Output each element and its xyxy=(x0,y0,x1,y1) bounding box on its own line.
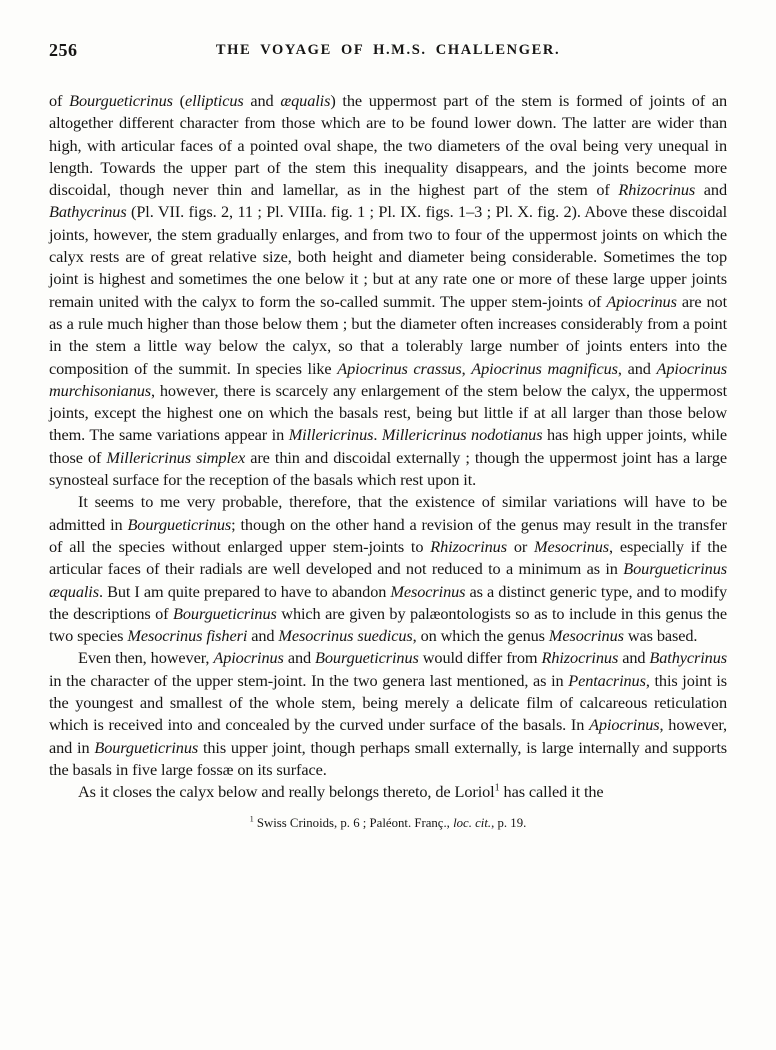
text-segment: , however, there is scarcely any enlargement of the stem below the calyx, the uppermost joints, except the highest one on which the basals rest, being but little if at all larger than those below them. The same variations appear in xyxy=(49,380,727,445)
text-segment: as a distinct generic type, and to modify the descriptions of xyxy=(49,581,727,623)
text-segment: Millericrinus simplex xyxy=(106,447,246,467)
text-segment: 1 xyxy=(249,814,254,824)
text-segment: Mesocrinus xyxy=(534,536,610,556)
text-segment: , this joint is the youngest and smallest of the whole stem, being merely a delicate film of calcareous reticulation which is received into and concealed by the curved under surface of the basals. In xyxy=(49,670,727,735)
text-segment: Apiocrinus magnificus xyxy=(471,358,618,378)
text-segment: Rhizocrinus xyxy=(618,180,696,200)
text-segment: and xyxy=(695,180,727,200)
paragraph xyxy=(49,647,727,781)
running-head xyxy=(49,40,727,64)
text-segment: which are given by palæontologists so as to include in this genus the two species xyxy=(49,603,727,646)
text-segment: (Pl. VII. figs. 2, 11 ; Pl. VIIIa. fig. 1 ; Pl. IX. figs. 1–3 ; Pl. X. fig. 2). Above these discoidal joints, however, the stem gradually enlarges, and from two to four of the uppermost joints on which the calyx rests are of great relative size, both height and diameter being considerable. Sometimes the top joint is highest and sometimes the one below it ; but at any rate one or more of these large upper joints remain united with the calyx to form the so-called summit. The upper stem-joints of xyxy=(49,202,727,311)
text-segment: . xyxy=(373,425,382,445)
text-segment: has called it the xyxy=(499,782,604,802)
text-segment: and xyxy=(247,626,279,646)
text-segment: ; though on the other hand a revision of the genus may result in the transfer of all the species without enlarged upper stem-joints to xyxy=(49,514,727,556)
text-segment: Bourgueticrinus xyxy=(315,648,419,668)
text-segment: loc. cit. xyxy=(453,815,492,830)
paragraph xyxy=(49,781,727,803)
text-segment: Millericrinus xyxy=(288,425,374,445)
text-segment: æqualis xyxy=(280,91,331,110)
text-segment: Bourgueticrinus xyxy=(173,603,277,623)
text-segment: of xyxy=(49,91,70,110)
text-segment: Rhizocrinus xyxy=(430,536,507,556)
text-segment: Bourgueticrinus xyxy=(127,514,232,534)
text-segment: Bourgueticrinus xyxy=(94,737,199,757)
text-segment: , and xyxy=(617,358,657,378)
paragraph xyxy=(49,90,727,491)
text-segment: or xyxy=(506,536,535,556)
text-segment: and xyxy=(243,91,281,110)
text-segment: in the character of the upper stem-joint. In the two genera last mentioned, as in xyxy=(49,670,569,690)
text-segment: 1 xyxy=(494,782,500,794)
text-segment: , p. 19. xyxy=(491,815,527,830)
text-segment: ) the uppermost part of the stem is formed of joints of an altogether different character from those which are to be found lower down. The latter are wider than high, with articular faces of a pointed oval shape, the two diameters of the oval being very unequal in length. Towards the upper part of the stem this inequality disappears, and the joints become more discoidal, though never thin and lamellar, as in the highest part of the stem of xyxy=(49,91,727,200)
text-segment: and xyxy=(283,648,316,668)
text-segment: Bourgueticrinus æqualis xyxy=(49,559,727,601)
footnote xyxy=(49,815,727,831)
text-segment: , xyxy=(461,358,472,378)
text-segment: Apiocrinus crassus xyxy=(337,358,462,378)
text-segment: Apiocrinus murchisonianus xyxy=(49,358,727,400)
text-segment: are not as a rule much higher than those below them ; but the diameter often increases considerably from a point in the stem a little way below the calyx, so that a tolerably large number of joints enters into the composition of the summit. In species like xyxy=(49,291,727,378)
text-segment: and xyxy=(618,648,650,668)
text-segment: , on which the genus xyxy=(412,626,549,646)
text-segment: this upper joint, though perhaps small externally, is large internally and supports the basals in five large fossæ on its surface. xyxy=(49,737,727,779)
text-segment: . But I am quite prepared to have to abandon xyxy=(98,581,391,601)
text-segment: As it closes the calyx below and really belongs thereto, de Loriol xyxy=(78,782,495,802)
text-segment: , however, and in xyxy=(49,715,727,757)
text-segment: Rhizocrinus xyxy=(541,648,619,668)
text-segment: Swiss Crinoids, p. 6 ; Paléont. Franç., xyxy=(253,815,454,830)
text-segment: ( xyxy=(172,91,185,110)
text-segment: Mesocrinus fisheri xyxy=(127,626,248,646)
text-body xyxy=(49,90,727,804)
text-segment: Mesocrinus suedicus xyxy=(278,626,413,646)
text-segment: Pentacrinus xyxy=(568,670,646,690)
text-segment: Bourgueticrinus xyxy=(69,91,173,110)
text-segment: Mesocrinus xyxy=(548,626,624,646)
text-segment: has high upper joints, while those of xyxy=(49,425,727,467)
text-segment: Apiocrinus xyxy=(589,715,660,735)
text-segment: It seems to me very probable, therefore, that the existence of similar variations will have to be admitted in xyxy=(49,492,727,534)
text-segment: Bathycrinus xyxy=(649,648,727,668)
text-segment: ellipticus xyxy=(184,91,244,110)
running-head-title: THE VOYAGE OF H.M.S. CHALLENGER. xyxy=(215,42,561,58)
paragraph xyxy=(49,491,727,647)
text-segment: Millericrinus nodotianus xyxy=(381,425,543,445)
text-segment: , especially if the articular faces of their radials are well developed and not reduced to a minimum as in xyxy=(49,536,727,579)
text-segment: Even then, however, xyxy=(78,648,214,668)
text-segment: Bathycrinus xyxy=(49,202,127,222)
text-segment: are thin and discoidal externally ; though the uppermost joint has a large synosteal surface for the reception of the basals which rest upon it. xyxy=(49,447,728,490)
text-segment: Mesocrinus xyxy=(390,581,466,601)
text-segment: Apiocrinus xyxy=(213,648,284,668)
page-number: 256 xyxy=(49,40,78,60)
text-segment: was based. xyxy=(623,626,698,646)
text-segment: would differ from xyxy=(418,648,542,668)
text-segment: Apiocrinus xyxy=(606,291,677,311)
